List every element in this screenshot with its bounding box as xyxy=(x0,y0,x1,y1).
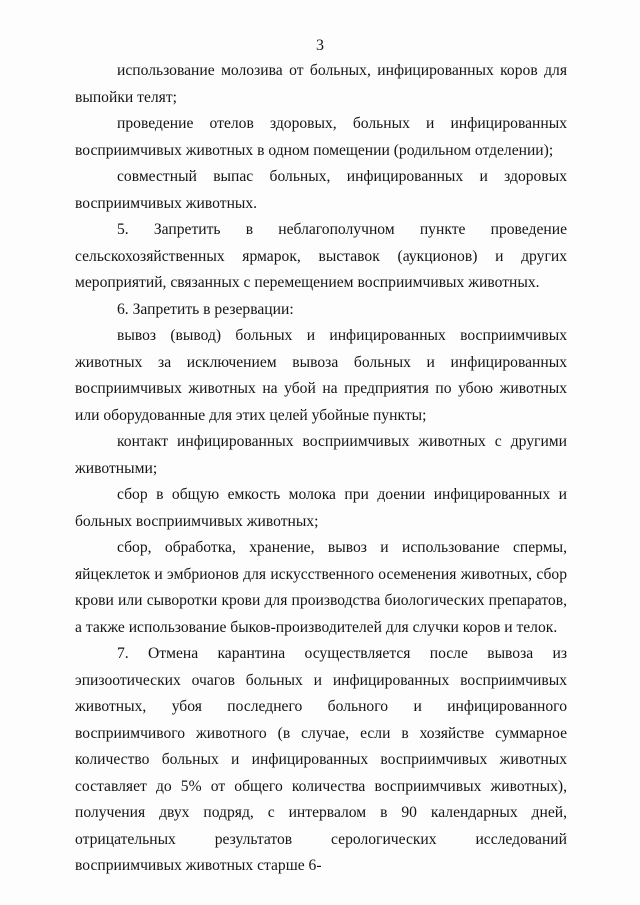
paragraph-sperm: сбор, обработка, хранение, вывоз и использование спермы, яйцеклеток и эмбрионов для искусственного осеменения животных, сбор крови или сыворотки крови для производства биологических препаратов, а также использование быков-производителей для случки коров и телок. xyxy=(75,539,567,636)
document-body xyxy=(75,58,567,880)
paragraph-grazing: совместный выпас больных, инфицированных и здоровых восприимчивых животных. xyxy=(75,168,567,212)
page-number: 3 xyxy=(316,37,324,54)
paragraph-item-6-heading: 6. Запретить в резервации: xyxy=(117,300,294,318)
paragraph-milk: сбор в общую емкость молока при доении инфицированных и больных восприимчивых животных; xyxy=(75,486,567,530)
paragraph-item-7: 7. Отмена карантина осуществляется после вывоза из эпизоотических очагов больных и инфицированных восприимчивых животных, убоя последнего больного и инфицированного восприимчивого животного (в случае, если в хозяйстве суммарное количество больных и инфицированных восприимчивых животных составляет до 5% от общего количества восприимчивых животных), получения двух подряд, с интервалом в 90 календарных дней, отрицательных результатов серологических исследований восприимчивых животных старше 6- xyxy=(75,645,567,874)
paragraph-contact: контакт инфицированных восприимчивых животных с другими животными; xyxy=(75,433,567,477)
paragraph-export: вывоз (вывод) больных и инфицированных восприимчивых животных за исключением вывоза больных и инфицированных восприимчивых животных на убой на предприятия по убою животных или оборудованные для этих целей убойные пункты; xyxy=(75,327,567,424)
paragraph-item-5: 5. Запретить в неблагополучном пункте проведение сельскохозяйственных ярмарок, выставок (аукционов) и других мероприятий, связанных с перемещением восприимчивых животных. xyxy=(75,221,567,291)
paragraph-colostrum: использование молозива от больных, инфицированных коров для выпойки телят; xyxy=(75,62,567,106)
paragraph-calving: проведение отелов здоровых, больных и инфицированных восприимчивых животных в одном помещении (родильном отделении); xyxy=(75,115,567,159)
